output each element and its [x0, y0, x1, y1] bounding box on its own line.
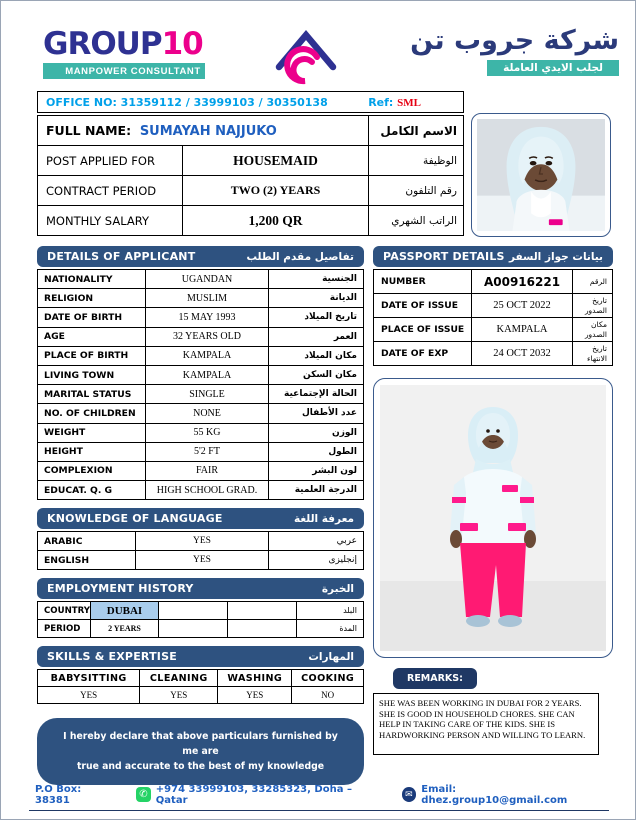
skill-header-babysitting: BABYSITTING	[38, 670, 140, 687]
table-row	[38, 423, 364, 442]
height-label: HEIGHT	[38, 442, 146, 461]
post-applied-label: POST APPLIED FOR	[38, 146, 183, 176]
declaration-banner	[37, 718, 364, 785]
date-of-issue-arabic: تاريخ الصدور	[573, 294, 613, 318]
arabic-company-name: شركة جروب تن	[410, 25, 619, 56]
education-value: HIGH SCHOOL GRAD.	[146, 481, 269, 500]
age-label: AGE	[38, 327, 146, 346]
logo-wordmark	[43, 27, 205, 61]
marital-status-arabic: الحالة الإجتماعية	[269, 385, 364, 404]
declaration-line-2: true and accurate to the best of my knowledge	[76, 761, 325, 773]
age-value: 32 YEARS OLD	[146, 327, 269, 346]
passport-details-table	[373, 269, 613, 366]
passport-number-value: A00916221	[472, 270, 573, 294]
monthly-salary-label: MONTHLY SALARY	[38, 206, 183, 236]
table-row	[38, 620, 364, 638]
children-arabic: عدد الأطفال	[269, 404, 364, 423]
place-of-birth-label: PLACE OF BIRTH	[38, 346, 146, 365]
period-blank-2	[228, 620, 297, 638]
full-name-label: FULL NAME:	[46, 122, 132, 138]
table-row	[38, 385, 364, 404]
nationality-arabic: الجنسية	[269, 270, 364, 289]
full-body-photo	[380, 385, 606, 651]
post-applied-value: HOUSEMAID	[183, 146, 369, 176]
table-row	[38, 670, 364, 687]
country-label: COUNTRY	[38, 602, 91, 620]
section-header-language	[37, 508, 364, 529]
language-table	[37, 531, 364, 570]
declaration-line-1: I hereby declare that above particulars furnished by me are	[63, 731, 338, 758]
arabic-language-value: YES	[136, 532, 269, 551]
skill-value-washing: YES	[218, 687, 292, 704]
contract-period-value: TWO (2) YEARS	[183, 176, 369, 206]
nationality-value: UGANDAN	[146, 270, 269, 289]
date-of-issue-value: 25 OCT 2022	[472, 294, 573, 318]
height-value: 5'2 FT	[146, 442, 269, 461]
table-row	[38, 687, 364, 704]
section-title-en: DETAILS OF APPLICANT	[47, 250, 196, 263]
arabic-tagline: لجلب الايدي العاملة	[487, 60, 619, 76]
children-value: NONE	[146, 404, 269, 423]
ref-label: Ref:	[368, 95, 394, 109]
table-row	[38, 602, 364, 620]
post-applied-arabic: الوظيفة	[369, 146, 464, 176]
ref-value: SML	[397, 96, 421, 109]
date-of-birth-value: 15 MAY 1993	[146, 308, 269, 327]
applicant-details-table	[37, 269, 364, 500]
date-of-birth-label: DATE OF BIRTH	[38, 308, 146, 327]
weight-arabic: الوزن	[269, 423, 364, 442]
full-body-photo-frame	[373, 378, 613, 658]
passport-title-en: PASSPORT DETAILS	[383, 250, 505, 263]
skill-header-washing: WASHING	[218, 670, 292, 687]
skills-title-en: SKILLS & EXPERTISE	[47, 650, 177, 664]
complexion-value: FAIR	[146, 461, 269, 480]
table-row	[38, 551, 364, 570]
marital-status-label: MARITAL STATUS	[38, 385, 146, 404]
section-header-skills	[37, 646, 364, 667]
education-label: EDUCAT. Q. G	[38, 481, 146, 500]
place-of-birth-value: KAMPALA	[146, 346, 269, 365]
age-arabic: العمر	[269, 327, 364, 346]
office-number-text: OFFICE NO: 31359112 / 33999103 / 30350138	[46, 95, 328, 109]
logo-main-text: GROUP	[43, 26, 162, 62]
section-header-employment	[37, 578, 364, 599]
place-of-issue-value: KAMPALA	[472, 318, 573, 342]
english-language-arabic: إنجليزى	[269, 551, 364, 570]
employment-title-ar: الخبرة	[321, 582, 354, 595]
date-of-expiry-label: DATE OF EXP	[374, 342, 472, 366]
weight-value: 55 KG	[146, 423, 269, 442]
full-name-arabic: الاسم الكامل	[369, 116, 464, 146]
right-column	[373, 246, 613, 755]
country-value: DUBAI	[91, 602, 159, 620]
company-logo	[43, 27, 205, 79]
height-arabic: الطول	[269, 442, 364, 461]
table-row	[38, 289, 364, 308]
country-blank-2	[228, 602, 297, 620]
living-town-arabic: مكان السكن	[269, 365, 364, 384]
table-row	[38, 206, 464, 236]
english-language-value: YES	[136, 551, 269, 570]
period-label: PERIOD	[38, 620, 91, 638]
document-footer	[1, 784, 636, 812]
complexion-label: COMPLEXION	[38, 461, 146, 480]
table-row	[38, 176, 464, 206]
date-of-issue-label: DATE OF ISSUE	[374, 294, 472, 318]
language-title-en: KNOWLEDGE OF LANGUAGE	[47, 512, 223, 526]
date-of-expiry-arabic: تاريخ الانتهاء	[573, 342, 613, 366]
place-of-issue-arabic: مكان الصدور	[573, 318, 613, 342]
table-row	[374, 318, 613, 342]
arabic-language-arabic: عربي	[269, 532, 364, 551]
remarks-text: SHE WAS BEEN WORKING IN DUBAI FOR 2 YEARS. SHE IS GOOD IN HOUSEHOLD CHORES. SHE CAN HELP IN TAKING CARE OF THE KIDS. SHE IS HARDWORKING PERSON AND WILLING TO LEARN.	[373, 693, 599, 755]
period-value: 2 YEARS	[91, 620, 159, 638]
passport-title-ar: بيانات جواز السفر	[508, 250, 603, 263]
full-name-value: SUMAYAH NAJJUKO	[139, 123, 277, 139]
language-title-ar: معرفة اللغة	[294, 512, 354, 525]
religion-label: RELIGION	[38, 289, 146, 308]
living-town-value: KAMPALA	[146, 365, 269, 384]
children-label: NO. OF CHILDREN	[38, 404, 146, 423]
table-row	[38, 116, 464, 146]
skill-value-cooking: NO	[292, 687, 364, 704]
country-blank-1	[158, 602, 227, 620]
arabic-branding	[359, 25, 619, 76]
table-row	[38, 481, 364, 500]
phone-text: +974 33999103, 33285323, Doha – Qatar	[155, 783, 352, 806]
monthly-salary-arabic: الراتب الشهري	[369, 206, 464, 236]
whatsapp-icon: ✆	[136, 787, 151, 802]
house-spiral-icon	[273, 27, 339, 85]
passport-number-label: NUMBER	[374, 270, 472, 294]
table-row	[38, 346, 364, 365]
po-box-text: P.O Box: 38381	[35, 783, 82, 806]
applicant-summary-table	[37, 115, 464, 236]
skills-title-ar: المهارات	[308, 650, 354, 663]
place-of-birth-arabic: مكان الميلاد	[269, 346, 364, 365]
skill-value-cleaning: YES	[140, 687, 218, 704]
table-row	[374, 270, 613, 294]
table-row	[38, 327, 364, 346]
arabic-language-label: ARABIC	[38, 532, 136, 551]
passport-photo-frame	[471, 113, 611, 237]
logo-tagline: MANPOWER CONSULTANT	[43, 63, 205, 79]
table-row	[38, 146, 464, 176]
weight-label: WEIGHT	[38, 423, 146, 442]
table-row	[38, 404, 364, 423]
marital-status-value: SINGLE	[146, 385, 269, 404]
education-arabic: الدرجة العلمية	[269, 481, 364, 500]
table-row	[38, 365, 364, 384]
period-arabic: المدة	[297, 620, 364, 638]
date-of-birth-arabic: تاريخ الميلاد	[269, 308, 364, 327]
date-of-expiry-value: 24 OCT 2032	[472, 342, 573, 366]
table-row	[374, 294, 613, 318]
english-language-label: ENGLISH	[38, 551, 136, 570]
footer-divider	[29, 810, 609, 812]
religion-arabic: الديانة	[269, 289, 364, 308]
religion-value: MUSLIM	[146, 289, 269, 308]
table-row	[38, 270, 364, 289]
living-town-label: LIVING TOWN	[38, 365, 146, 384]
table-row	[38, 308, 364, 327]
skill-header-cleaning: CLEANING	[140, 670, 218, 687]
place-of-issue-label: PLACE OF ISSUE	[374, 318, 472, 342]
table-row	[38, 442, 364, 461]
passport-number-arabic: الرقم	[573, 270, 613, 294]
full-name-cell	[38, 116, 369, 146]
table-row	[38, 532, 364, 551]
document-header	[1, 1, 636, 89]
section-header-applicant-details	[37, 246, 364, 267]
contract-period-label: CONTRACT PERIOD	[38, 176, 183, 206]
office-number-bar	[37, 91, 464, 113]
passport-photo	[477, 119, 605, 231]
monthly-salary-value: 1,200 QR	[183, 206, 369, 236]
section-title-ar: تفاصيل مقدم الطلب	[246, 250, 354, 263]
logo-number-text: 10	[161, 26, 203, 62]
reference-code	[368, 96, 463, 109]
skill-value-babysitting: YES	[38, 687, 140, 704]
table-row	[38, 461, 364, 480]
skills-table	[37, 669, 364, 704]
nationality-label: NATIONALITY	[38, 270, 146, 289]
email-text[interactable]: Email: dhez.group10@gmail.com	[421, 783, 568, 806]
complexion-arabic: لون البشر	[269, 461, 364, 480]
table-row	[374, 342, 613, 366]
email-icon: ✉	[402, 787, 417, 802]
remarks-badge: REMARKS:	[393, 668, 477, 689]
left-column	[37, 246, 364, 785]
employment-title-en: EMPLOYMENT HISTORY	[47, 582, 194, 596]
section-header-passport	[373, 246, 613, 267]
period-blank-1	[158, 620, 227, 638]
country-arabic: البلد	[297, 602, 364, 620]
contract-period-arabic: رقم التلفون	[369, 176, 464, 206]
skill-header-cooking: COOKING	[292, 670, 364, 687]
employment-history-table	[37, 601, 364, 638]
